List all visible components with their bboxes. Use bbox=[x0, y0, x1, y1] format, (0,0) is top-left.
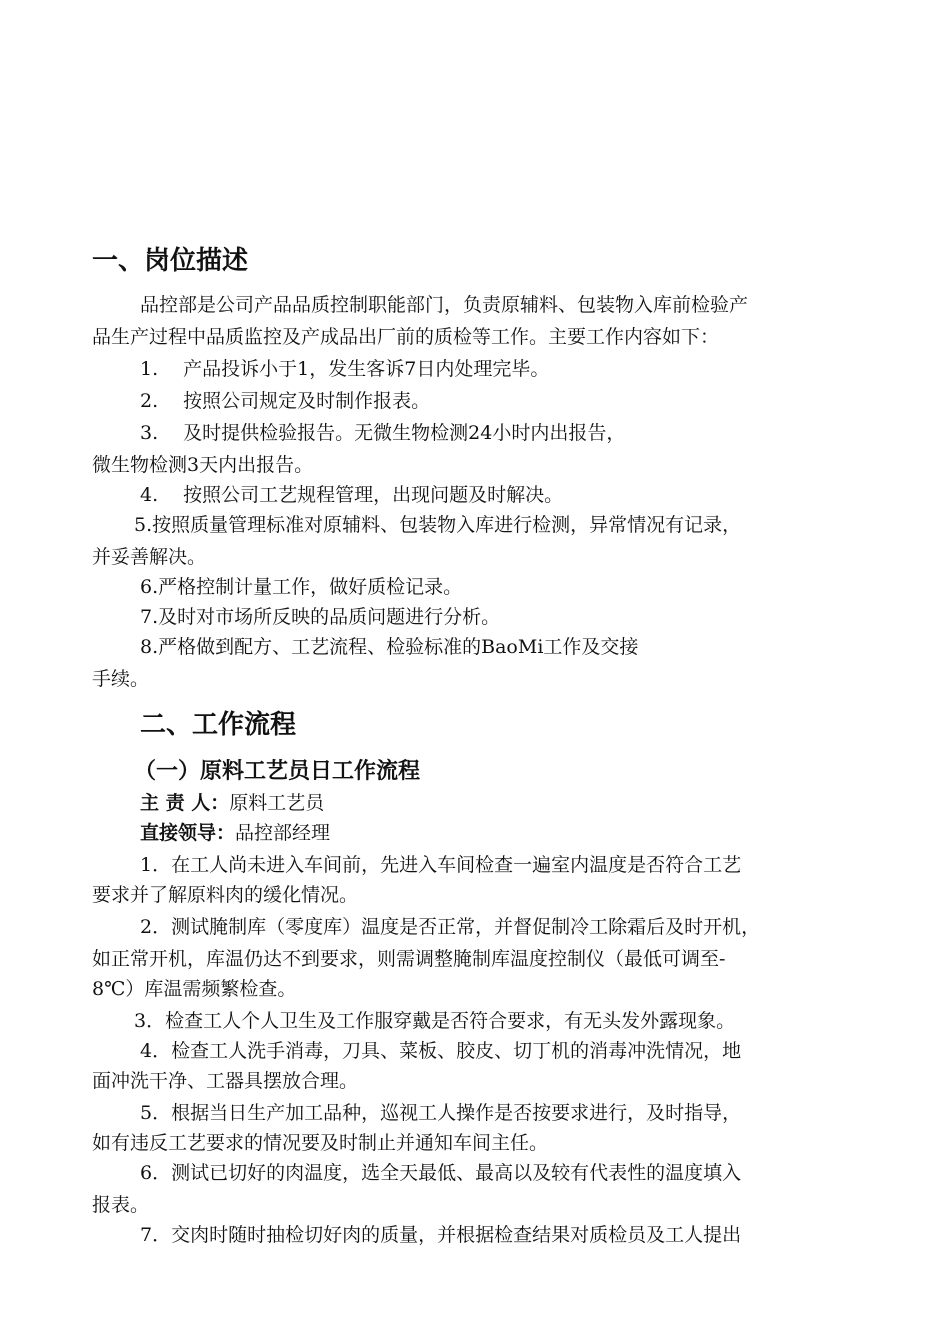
duty-item: 4. 按照公司工艺规程管理，出现问题及时解决。 bbox=[140, 484, 564, 506]
duty-item: 3. 及时提供检验报告。无微生物检测24小时内出报告， bbox=[140, 422, 626, 444]
workflow-step-continuation: 面冲洗干净、工器具摆放合理。 bbox=[92, 1070, 359, 1092]
workflow-step: 6．测试已切好的肉温度，选全天最低、最高以及较有代表性的温度填入 bbox=[140, 1162, 742, 1184]
workflow-step: 7．交肉时随时抽检切好肉的质量，并根据检查结果对质检员及工人提出 bbox=[140, 1224, 742, 1246]
owner-label: 主 责 人： bbox=[140, 792, 230, 814]
workflow-step-continuation: 如正常开机，库温仍达不到要求，则需调整腌制库温度控制仪（最低可调至- bbox=[92, 948, 726, 970]
duty-item: 8.严格做到配方、工艺流程、检验标准的BaoMi工作及交接 bbox=[140, 636, 639, 658]
duty-item: 1. 产品投诉小于1，发生客诉7日内处理完毕。 bbox=[140, 358, 550, 380]
workflow-step-continuation: 报表。 bbox=[92, 1194, 150, 1216]
intro-line: 品控部是公司产品品质控制职能部门，负责原辅料、包装物入库前检验产 bbox=[140, 294, 749, 316]
duty-item-continuation: 并妥善解决。 bbox=[92, 546, 207, 568]
section-heading-job-description: 一、岗位描述 bbox=[92, 246, 249, 276]
duty-item: 6.严格控制计量工作，做好质检记录。 bbox=[140, 576, 463, 598]
leader-value: 品控部经理 bbox=[235, 822, 331, 844]
workflow-step-continuation: 如有违反工艺要求的情况要及时制止并通知车间主任。 bbox=[92, 1132, 549, 1154]
duty-item: 2. 按照公司规定及时制作报表。 bbox=[140, 390, 431, 412]
duty-item: 5.按照质量管理标准对原辅料、包装物入库进行检测，异常情况有记录， bbox=[134, 514, 742, 536]
owner-value: 原料工艺员 bbox=[229, 792, 325, 814]
duty-item: 7.及时对市场所反映的品质问题进行分析。 bbox=[140, 606, 501, 628]
leader-label: 直接领导： bbox=[140, 822, 236, 844]
workflow-step: 2．测试腌制库（零度库）温度是否正常，并督促制冷工除霜后及时开机， bbox=[140, 916, 761, 938]
workflow-step-continuation: 要求并了解原料肉的缓化情况。 bbox=[92, 884, 359, 906]
intro-line: 品生产过程中品质监控及产成品出厂前的质检等工作。主要工作内容如下： bbox=[92, 326, 720, 348]
duty-item-continuation: 微生物检测3天内出报告。 bbox=[92, 454, 314, 476]
subsection-heading: （一）原料工艺员日工作流程 bbox=[134, 759, 421, 784]
leader-row bbox=[140, 820, 330, 846]
workflow-step: 5．根据当日生产加工品种，巡视工人操作是否按要求进行，及时指导， bbox=[140, 1102, 742, 1124]
workflow-step: 1．在工人尚未进入车间前，先进入车间检查一遍室内温度是否符合工艺 bbox=[140, 854, 742, 876]
duty-item-continuation: 手续。 bbox=[92, 668, 150, 690]
workflow-step: 4．检查工人洗手消毒，刀具、菜板、胶皮、切丁机的消毒冲洗情况，地 bbox=[140, 1040, 742, 1062]
workflow-step-continuation: 8℃）库温需频繁检查。 bbox=[92, 978, 297, 1000]
workflow-step: 3．检查工人个人卫生及工作服穿戴是否符合要求，有无头发外露现象。 bbox=[134, 1010, 736, 1032]
section-heading-workflow: 二、工作流程 bbox=[140, 710, 297, 740]
owner-row bbox=[140, 790, 324, 816]
